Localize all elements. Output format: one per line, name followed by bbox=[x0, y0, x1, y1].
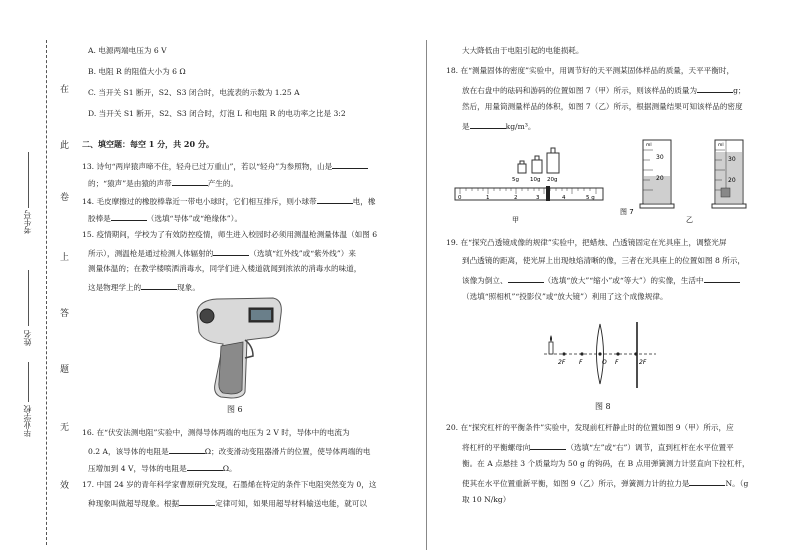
option-c: C. 当开关 S1 断开，S2、S3 闭合时，电流表的示数为 1.25 A bbox=[88, 88, 300, 97]
answer-blank[interactable] bbox=[470, 120, 506, 129]
weights bbox=[512, 148, 559, 183]
lens-label: 2F bbox=[639, 359, 647, 366]
school-field: 毕业学校 bbox=[23, 405, 32, 437]
candle-flame bbox=[550, 335, 552, 342]
lens-label: 2F bbox=[558, 359, 566, 366]
q18-text: kg/m³。 bbox=[505, 122, 536, 131]
exam-number-field: 考生号 bbox=[23, 210, 32, 234]
cylinder-unit: ml bbox=[646, 143, 652, 148]
q16-line3 bbox=[88, 462, 237, 473]
ruler-tick: 2 bbox=[514, 195, 518, 201]
binding-char: 答 bbox=[60, 306, 69, 319]
ruler-tick: 1 bbox=[486, 195, 490, 201]
ruler-tick: 5 g bbox=[586, 195, 595, 201]
q18-text: 是 bbox=[462, 122, 470, 131]
q20-text: 使其在水平位置重新平衡，如图 9（乙）所示，弹簧测力计的拉力是 bbox=[462, 479, 690, 488]
q17-line2 bbox=[88, 497, 367, 508]
cylinder-tick: 30 bbox=[728, 156, 736, 163]
q17-line1: 17. 中国 24 岁的青年科学家曹原研究发现，石墨烯在特定的条件下电阻突然变为 0，这 bbox=[82, 480, 377, 489]
q19-text: （选填“放大”“缩小”或“等大”）的实像，生活中 bbox=[543, 276, 704, 285]
answer-blank[interactable] bbox=[332, 160, 368, 169]
q16-line2 bbox=[88, 445, 371, 456]
q20-text: 将杠杆的平衡螺母向 bbox=[462, 443, 531, 452]
binding-char: 卷 bbox=[60, 190, 69, 203]
answer-blank[interactable] bbox=[172, 177, 208, 186]
q16-text: 压增加到 4 V，导体的电阻是 bbox=[88, 464, 187, 473]
binding-char: 无 bbox=[60, 420, 69, 433]
q14-line1 bbox=[82, 195, 376, 206]
answer-blank[interactable] bbox=[697, 84, 733, 93]
q15-text: 所示），测温枪是通过检测人体辐射的 bbox=[88, 249, 214, 258]
candle bbox=[549, 342, 553, 354]
q13-line2 bbox=[88, 177, 238, 188]
q16-text: Ω。 bbox=[222, 464, 237, 473]
q15-text: （选填“红外线”或“紫外线”）来 bbox=[249, 249, 356, 258]
q20-line4 bbox=[462, 477, 748, 488]
option-a: A. 电源两端电压为 6 V bbox=[88, 46, 167, 55]
lens-label: F bbox=[579, 359, 583, 366]
answer-blank[interactable] bbox=[141, 281, 177, 290]
option-b: B. 电阻 R 的阻值大小为 6 Ω bbox=[88, 67, 186, 76]
q20-line3: 衡。在 A 点悬挂 3 个质量均为 50 g 的钩码，在 B 点用弹簧测力计竖直向下拉杠杆， bbox=[462, 459, 750, 468]
exam-number-line bbox=[28, 152, 29, 208]
q18-line1: 18. 在“测量固体的密度”实验中，用调节好的天平测某固体样品的质量，天平平衡时， bbox=[446, 66, 735, 75]
rider-ruler bbox=[455, 186, 603, 201]
q20-text: （选填“左”或“右”）调节，直到杠杆在水平位置平 bbox=[566, 443, 734, 452]
ruler-tick: 3 bbox=[536, 195, 540, 201]
q20-text: N。（g bbox=[725, 479, 749, 488]
answer-blank[interactable] bbox=[530, 441, 566, 450]
cylinder-unit: ml bbox=[718, 143, 724, 148]
binding-char: 此 bbox=[60, 138, 69, 151]
cylinder-tick: 30 bbox=[656, 154, 664, 161]
cylinder-tick: 20 bbox=[656, 175, 664, 182]
name-field: 姓名 bbox=[23, 330, 32, 346]
q16-text: 0.2 A，该导体的电阻是 bbox=[88, 447, 169, 456]
figure-7-jia: 甲 bbox=[512, 216, 519, 224]
q18-text: g； bbox=[733, 86, 746, 95]
figure-8-caption: 图 8 bbox=[595, 402, 611, 411]
lens-label: O bbox=[602, 359, 607, 366]
name-line bbox=[28, 270, 29, 326]
figure-8-lens-setup bbox=[540, 316, 660, 396]
q19-line2: 到凸透镜的距离，使光屏上出现烛焰清晰的像，三者在光具座上的位置如图 8 所示， bbox=[462, 256, 746, 265]
q19-line4: （选填“照相机”“投影仪”或“放大镜”）利用了这个成像规律。 bbox=[462, 292, 668, 301]
ruler-tick: 4 bbox=[562, 195, 566, 201]
q13-text: 的；“猿声”是由猿的声带 bbox=[88, 179, 172, 188]
q13-text: 产生的。 bbox=[207, 179, 239, 188]
weight-label: 20g bbox=[547, 177, 558, 183]
answer-blank[interactable] bbox=[689, 477, 725, 486]
q14-line2 bbox=[88, 212, 242, 223]
answer-blank[interactable] bbox=[213, 247, 249, 256]
ruler-tick: 0 bbox=[458, 195, 462, 201]
answer-blank[interactable] bbox=[187, 462, 223, 471]
section-heading: 二、填空题：每空 1 分，共 20 分。 bbox=[82, 139, 214, 149]
lens-label: F bbox=[615, 359, 619, 366]
measuring-cylinder-1 bbox=[640, 140, 674, 208]
thermometer-gun-figure bbox=[187, 294, 287, 400]
q15-text: 这是物理学上的 bbox=[88, 283, 142, 292]
q15-line1: 15. 疫情期间，学校为了有效防控疫情，师生进入校园时必须用测温枪测量体温（如图 6 bbox=[82, 230, 378, 239]
cylinder-tick: 20 bbox=[728, 177, 736, 184]
q19-line3 bbox=[462, 274, 740, 285]
binding-char: 上 bbox=[60, 250, 69, 263]
binding-margin bbox=[0, 0, 80, 560]
weight-label: 5g bbox=[512, 177, 519, 183]
answer-blank[interactable] bbox=[317, 195, 353, 204]
answer-blank[interactable] bbox=[169, 445, 205, 454]
q20-line1: 20. 在“探究杠杆的平衡条件”实验中，发现前杠杆静止时的位置如图 9（甲）所示，应 bbox=[446, 423, 734, 432]
figure-6-caption: 图 6 bbox=[227, 405, 243, 414]
binding-line bbox=[46, 40, 47, 545]
q15-line4 bbox=[88, 281, 200, 292]
weight-label: 10g bbox=[530, 177, 541, 183]
measuring-cylinder-2 bbox=[712, 140, 746, 208]
q19-line1: 19. 在“探究凸透镜成像的规律”实验中，把蜡烛、凸透镜固定在光具座上，调整光屏 bbox=[446, 238, 727, 247]
option-d: D. 当开关 S1 断开，S2、S3 闭合时，灯泡 L 和电阻 R 的电功率之比是 3:2 bbox=[88, 109, 346, 118]
answer-blank[interactable] bbox=[508, 274, 544, 283]
q17-text: 种现象叫做超导现象。根据 bbox=[88, 499, 180, 508]
school-line bbox=[28, 362, 29, 402]
q14-text: （选填“导体”或“绝缘体”）。 bbox=[146, 214, 243, 223]
q20-line5: 取 10 N/kg） bbox=[462, 495, 511, 504]
q13-line1 bbox=[82, 160, 368, 171]
q18-line4 bbox=[462, 120, 535, 131]
q17-continuation: 大大降低由于电阻引起的电能损耗。 bbox=[462, 46, 584, 55]
answer-blank[interactable] bbox=[179, 497, 215, 506]
answer-blank[interactable] bbox=[704, 274, 740, 283]
answer-blank[interactable] bbox=[111, 212, 147, 221]
q18-text: 放在右盘中的砝码和游码的位置如图 7（甲）所示，则该样品的质量为 bbox=[462, 86, 698, 95]
q18-line3: 然后，用量筒测量样品的体积，如图 7（乙）所示，根据测量结果可知该样品的密度 bbox=[462, 102, 743, 111]
q15-text: 现象。 bbox=[177, 283, 200, 292]
q15-line3: 测量体温的；在教学楼喷洒消毒水，同学们进入楼道就闻到浓浓的消毒水的味道， bbox=[88, 264, 362, 273]
binding-char: 题 bbox=[60, 362, 69, 375]
figure-7-balance-and-cylinders bbox=[450, 136, 765, 228]
q14-text: 14. 毛皮摩擦过的橡胶棒靠近一带电小球时，它们相互排斥，则小球带 bbox=[82, 197, 317, 206]
q13-text: 13. 诗句“两岸猿声啼不住，轻舟已过万重山”，若以“轻舟”为参照物，山是 bbox=[82, 162, 333, 171]
q20-line2 bbox=[462, 441, 734, 452]
q14-text: 电，橡 bbox=[352, 197, 376, 206]
binding-char: 在 bbox=[60, 82, 69, 95]
q16-line1: 16. 在“伏安法测电阻”实验中，测得导体两端的电压为 2 V 时，导体中的电流为 bbox=[82, 428, 350, 437]
binding-char: 效 bbox=[60, 478, 69, 491]
q19-text: 该像为倒立、 bbox=[462, 276, 508, 285]
figure-7-yi: 乙 bbox=[686, 216, 693, 224]
q17-text: 定律可知，如果用超导材料输送电能，就可以 bbox=[215, 499, 367, 508]
q15-line2 bbox=[88, 247, 356, 258]
column-divider bbox=[426, 40, 427, 550]
figure-7-caption: 图 7 bbox=[620, 208, 634, 216]
q16-text: Ω；改变滑动变阻器滑片的位置，使导体两端的电 bbox=[204, 447, 371, 456]
q18-line2 bbox=[462, 84, 746, 95]
q14-text: 胶棒是 bbox=[88, 214, 111, 223]
